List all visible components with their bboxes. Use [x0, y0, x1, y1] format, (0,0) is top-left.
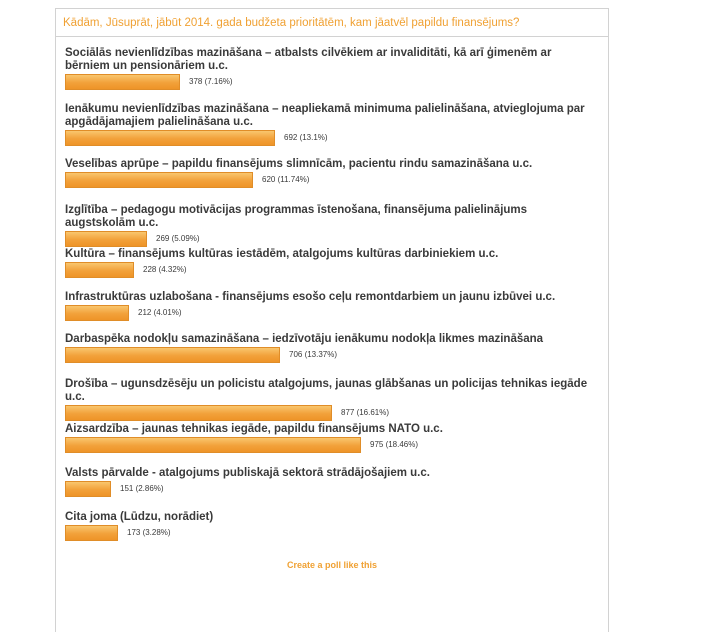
bar	[65, 437, 361, 453]
option-label: Infrastruktūras uzlabošana - finansējums esošo ceļu remontdarbiem un jaunu izbūvei u.c.	[65, 291, 556, 303]
bar	[65, 262, 134, 278]
bar-value-label: 378 (7.16%)	[189, 77, 233, 86]
bar-row	[65, 231, 605, 248]
poll-option	[65, 248, 605, 279]
poll-option	[65, 467, 605, 498]
option-label: Drošība – ugunsdzēsēju un policistu atalgojums, jaunas glābšanas un policijas tehnikas iegāde u.c.	[65, 378, 588, 403]
create-poll-link[interactable]: Create a poll like this	[286, 560, 378, 570]
option-label: Cita joma (Lūdzu, norādiet)	[65, 511, 214, 523]
option-label: Ienākumu nevienlīdzības mazināšana – neapliekamā minimuma palielināšana, atvieglojuma par apgādājamajiem palielināšana u.c.	[65, 103, 585, 128]
bar-value-label: 706 (13.37%)	[289, 350, 338, 359]
bar-row	[65, 305, 605, 322]
poll-question: Kādām, Jūsuprāt, jābūt 2014. gada budžeta prioritātēm, kam jāatvēl papildu finansējums?	[56, 9, 608, 37]
option-label: Kultūra – finansējums kultūras iestādēm, atalgojums kultūras darbiniekiem u.c.	[65, 248, 499, 260]
bar-row	[65, 437, 605, 454]
poll-option	[65, 204, 605, 248]
option-label: Sociālās nevienlīdzības mazināšana – atbalsts cilvēkiem ar invaliditāti, kā arī ģimenēm ar bērniem un pensionāriem u.c.	[65, 47, 552, 72]
bar-value-label: 877 (16.61%)	[341, 408, 390, 417]
option-label: Darbaspēka nodokļu samazināšana – iedzīvotāju ienākumu nodokļa likmes mazināšana	[65, 333, 544, 345]
poll-option	[65, 47, 605, 91]
bar-row	[65, 405, 605, 422]
poll-widget	[55, 8, 609, 632]
bar-row	[65, 481, 605, 498]
bar	[65, 525, 118, 541]
bar	[65, 74, 180, 90]
bar-row	[65, 130, 605, 147]
bar-row	[65, 172, 605, 189]
bar	[65, 481, 111, 497]
bar	[65, 231, 147, 247]
bar-value-label: 692 (13.1%)	[284, 133, 328, 142]
bar	[65, 347, 280, 363]
bar-value-label: 151 (2.86%)	[120, 484, 164, 493]
option-label: Valsts pārvalde - atalgojums publiskajā sektorā strādājošajiem u.c.	[65, 467, 430, 479]
poll-option	[65, 158, 605, 189]
option-label: Izglītība – pedagogu motivācijas programmas īstenošana, finansējuma palielinājums augstskolām u.c.	[65, 204, 528, 229]
bar-row	[65, 262, 605, 279]
bar	[65, 130, 275, 146]
poll-option	[65, 511, 605, 542]
bar-value-label: 975 (18.46%)	[370, 440, 419, 449]
poll-option	[65, 333, 605, 364]
bar	[65, 305, 129, 321]
bar	[65, 172, 253, 188]
bar-row	[65, 74, 605, 91]
poll-option	[65, 103, 605, 147]
bar-value-label: 212 (4.01%)	[138, 308, 182, 317]
bar-value-label: 173 (3.28%)	[127, 528, 171, 537]
poll-option	[65, 291, 605, 322]
poll-option	[65, 423, 605, 454]
bar-row	[65, 525, 605, 542]
bar-value-label: 620 (11.74%)	[262, 175, 310, 184]
option-label: Aizsardzība – jaunas tehnikas iegāde, papildu finansējums NATO u.c.	[65, 423, 443, 435]
bar-value-label: 228 (4.32%)	[143, 265, 187, 274]
bar-value-label: 269 (5.09%)	[156, 234, 200, 243]
bar-row	[65, 347, 605, 364]
option-label: Veselības aprūpe – papildu finansējums slimnīcām, pacientu rindu samazināšana u.c.	[65, 158, 533, 170]
poll-option	[65, 378, 605, 422]
bar	[65, 405, 332, 421]
